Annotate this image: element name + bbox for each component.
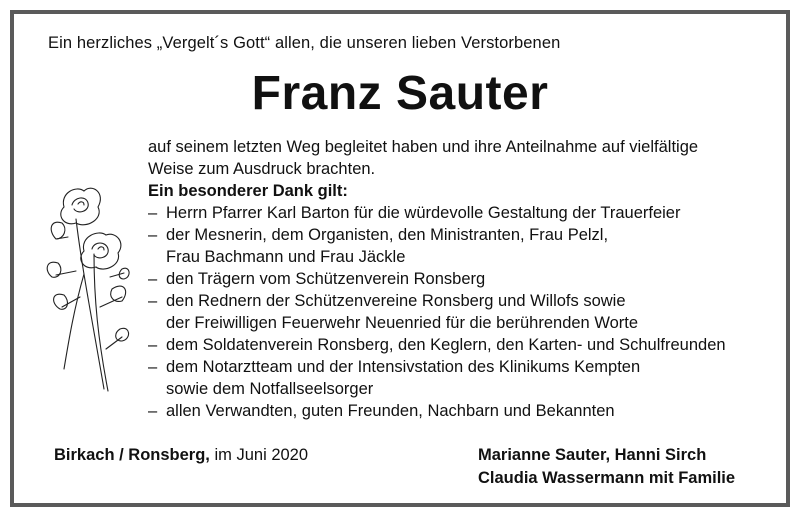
opening-line: Weise zum Ausdruck brachten. [148, 160, 376, 178]
list-item-line: Herrn Pfarrer Karl Barton für die würdevolle Gestaltung der Trauerfeier [166, 204, 681, 222]
dash-bullet: – [148, 402, 158, 420]
list-item-line: allen Verwandten, guten Freunden, Nachbarn und Bekannten [166, 402, 615, 420]
obituary-body [148, 136, 778, 422]
signatory-line: Claudia Wassermann mit Familie [478, 469, 736, 487]
opening-paragraph [148, 136, 778, 180]
thanks-heading: Ein besonderer Dank gilt: [148, 182, 348, 200]
list-item [148, 400, 778, 422]
list-item [148, 202, 778, 224]
dash-bullet: – [148, 292, 158, 310]
list-item-line: den Trägern vom Schützenverein Ronsberg [166, 270, 486, 288]
list-item [148, 268, 778, 290]
deceased-name: Franz Sauter [251, 67, 549, 120]
dash-bullet: – [148, 270, 158, 288]
obituary-card [10, 10, 790, 507]
list-item [148, 356, 778, 400]
signatory-line: Marianne Sauter, Hanni Sirch [478, 446, 707, 464]
dash-bullet: – [148, 204, 158, 222]
list-item-line: dem Notarztteam und der Intensivstation des Klinikums Kempten [166, 358, 641, 376]
intro-text: Ein herzliches „Vergelt´s Gott“ allen, die unseren lieben Verstorbenen [48, 34, 561, 52]
rose-illustration-icon [34, 179, 134, 399]
list-item-line: sowie dem Notfallseelsorger [166, 380, 374, 398]
list-item-line: der Freiwilligen Feuerwehr Neuenried für die berührenden Worte [166, 314, 639, 332]
dash-bullet: – [148, 226, 158, 244]
signatories [478, 444, 735, 490]
list-item [148, 334, 778, 356]
place-date [54, 446, 308, 465]
place-name: Birkach / Ronsberg, [54, 446, 210, 464]
list-item-line: dem Soldatenverein Ronsberg, den Keglern, den Karten- und Schulfreunden [166, 336, 726, 354]
date-text: im Juni 2020 [214, 446, 309, 464]
dash-bullet: – [148, 358, 158, 376]
list-item-line: Frau Bachmann und Frau Jäckle [166, 248, 406, 266]
dash-bullet: – [148, 336, 158, 354]
thanks-list [148, 202, 778, 422]
list-item-line: der Mesnerin, dem Organisten, den Ministranten, Frau Pelzl, [166, 226, 609, 244]
list-item [148, 290, 778, 334]
list-item-line: den Rednern der Schützenvereine Ronsberg und Willofs sowie [166, 292, 626, 310]
list-item [148, 224, 778, 268]
opening-line: auf seinem letzten Weg begleitet haben und ihre Anteilnahme auf vielfältige [148, 138, 699, 156]
